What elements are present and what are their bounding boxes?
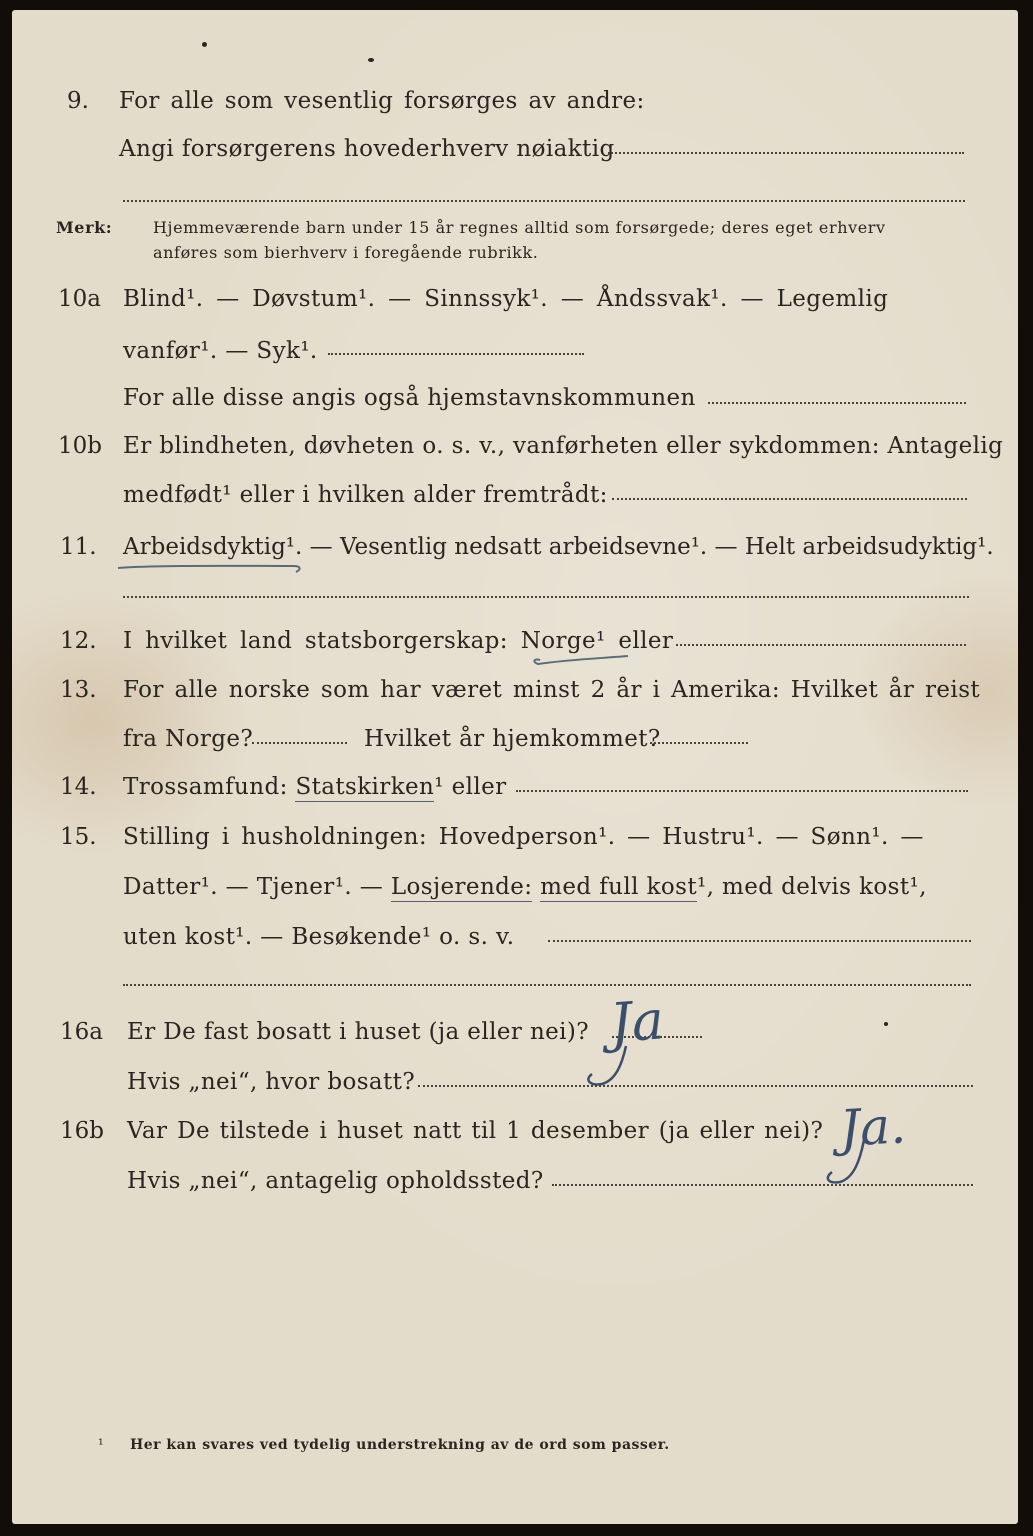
q15-option-full-kost[interactable]: med full kost [540, 874, 698, 900]
q10b-number: 10b [58, 433, 102, 459]
q15-option-losjerende[interactable]: Losjerende: [390, 874, 533, 900]
q16b-number: 16b [60, 1118, 104, 1144]
q12-prefix: I hvilket land statsborgerskap: [123, 628, 508, 654]
q11-rest: . — Vesentlig nedsatt arbeidsevne¹. — Helt arbeidsudyktig¹. [295, 534, 994, 560]
q14-suffix: ¹ eller [434, 774, 507, 800]
merk-label: Merk: [56, 218, 113, 237]
q10b-answer-line[interactable] [612, 498, 967, 500]
q14-answer-line[interactable] [516, 790, 968, 792]
ink-speck [884, 1022, 888, 1026]
q10a-line3: For alle disse angis også hjemstavnskommunen [123, 385, 696, 411]
q16b-handwritten-answer: Ja. [838, 1096, 908, 1158]
q14-option-statskirken[interactable]: Statskirken [295, 774, 435, 800]
footnote-text: Her kan svares ved tydelig understrekning av de ord som passer. [130, 1437, 670, 1453]
q15-line2-a: Datter¹. — Tjener¹. — [123, 874, 384, 900]
q11-option-arbeidsdyktig[interactable]: Arbeidsdyktig¹ [123, 534, 296, 560]
q12-answer-line[interactable] [676, 644, 966, 646]
q16a-line1: Er De fast bosatt i huset (ja eller nei)? [127, 1019, 590, 1045]
q15-answer-line[interactable] [548, 940, 971, 942]
q15-line3: uten kost¹. — Besøkende¹ o. s. v. [123, 924, 515, 950]
q16b-line2: Hvis „nei“, antagelig opholdssted? [127, 1168, 544, 1194]
q16a-handwritten-answer: Ja [607, 988, 666, 1055]
q9-line2: Angi forsørgerens hovederhverv nøiaktig [119, 136, 615, 162]
q9-answer-line[interactable] [608, 152, 964, 154]
merk-line1: Hjemmeværende barn under 15 år regnes alltid som forsørgede; deres eget erhverv [153, 218, 886, 237]
footnote-marker: ¹ [98, 1437, 105, 1453]
q16a-line2: Hvis „nei“, hvor bosatt? [127, 1069, 416, 1095]
q15-line2 [123, 876, 927, 899]
q16a-number: 16a [60, 1019, 103, 1045]
q16a-handwriting-stroke [578, 1044, 638, 1088]
q12-pencil-underline [524, 648, 634, 668]
q14-number: 14. [60, 774, 97, 800]
q13-reist-line[interactable] [252, 742, 347, 744]
q15-line1: Stilling i husholdningen: Hovedperson¹. — Hustru¹. — Sønn¹. — [123, 824, 924, 850]
q13-part-a: fra Norge? [123, 726, 254, 752]
ink-speck [202, 42, 207, 47]
q9-answer-line-2[interactable] [123, 200, 965, 202]
q16b-handwriting-stroke [818, 1138, 878, 1188]
q11-answer-line[interactable] [123, 596, 969, 598]
q12-number: 12. [60, 628, 97, 654]
q10b-line2: medfødt¹ eller i hvilken alder fremtrådt: [123, 482, 608, 508]
q12-option-norge[interactable]: Norge¹ [520, 628, 606, 654]
q16b-line1: Var De tilstede i huset natt til 1 desember (ja eller nei)? [127, 1118, 824, 1144]
q13-part-b: Hvilket år hjemkommet? [364, 726, 661, 752]
q13-line1: For alle norske som har været minst 2 år i Amerika: Hvilket år reist [123, 677, 981, 703]
q10a-line2: vanfør¹. — Syk¹. [123, 338, 318, 364]
q10a-answer-line[interactable] [328, 353, 584, 355]
census-form-page [12, 10, 1018, 1524]
q14-line [123, 776, 507, 799]
q15-number: 15. [60, 824, 97, 850]
q9-line1: For alle som vesentlig forsørges av andre: [119, 88, 645, 114]
q9-number: 9. [67, 88, 89, 114]
q11-number: 11. [60, 534, 97, 560]
q10a-number: 10a [58, 286, 101, 312]
q13-hjemkommet-line[interactable] [650, 742, 748, 744]
q14-prefix: Trossamfund: [123, 774, 288, 800]
q11-pencil-underline [116, 558, 316, 576]
q10b-line1: Er blindheten, døvheten o. s. v., vanførheten eller sykdommen: Antagelig [123, 433, 1004, 459]
q12-suffix: eller [618, 628, 674, 654]
merk-line2: anføres som bierhverv i foregående rubrikk. [153, 243, 539, 262]
q15-answer-line-2[interactable] [123, 984, 971, 986]
q16a-bosatt-line[interactable] [418, 1085, 973, 1087]
q16b-opholdssted-line[interactable] [552, 1184, 973, 1186]
q10a-line1: Blind¹. — Døvstum¹. — Sinnssyk¹. — Åndssvak¹. — Legemlig [123, 286, 889, 312]
q10a-hjemstavn-line[interactable] [708, 402, 966, 404]
q13-number: 13. [60, 677, 97, 703]
ink-speck [368, 58, 374, 62]
q11-line [123, 536, 994, 559]
q15-line2-d: ¹, med delvis kost¹, [697, 874, 927, 900]
